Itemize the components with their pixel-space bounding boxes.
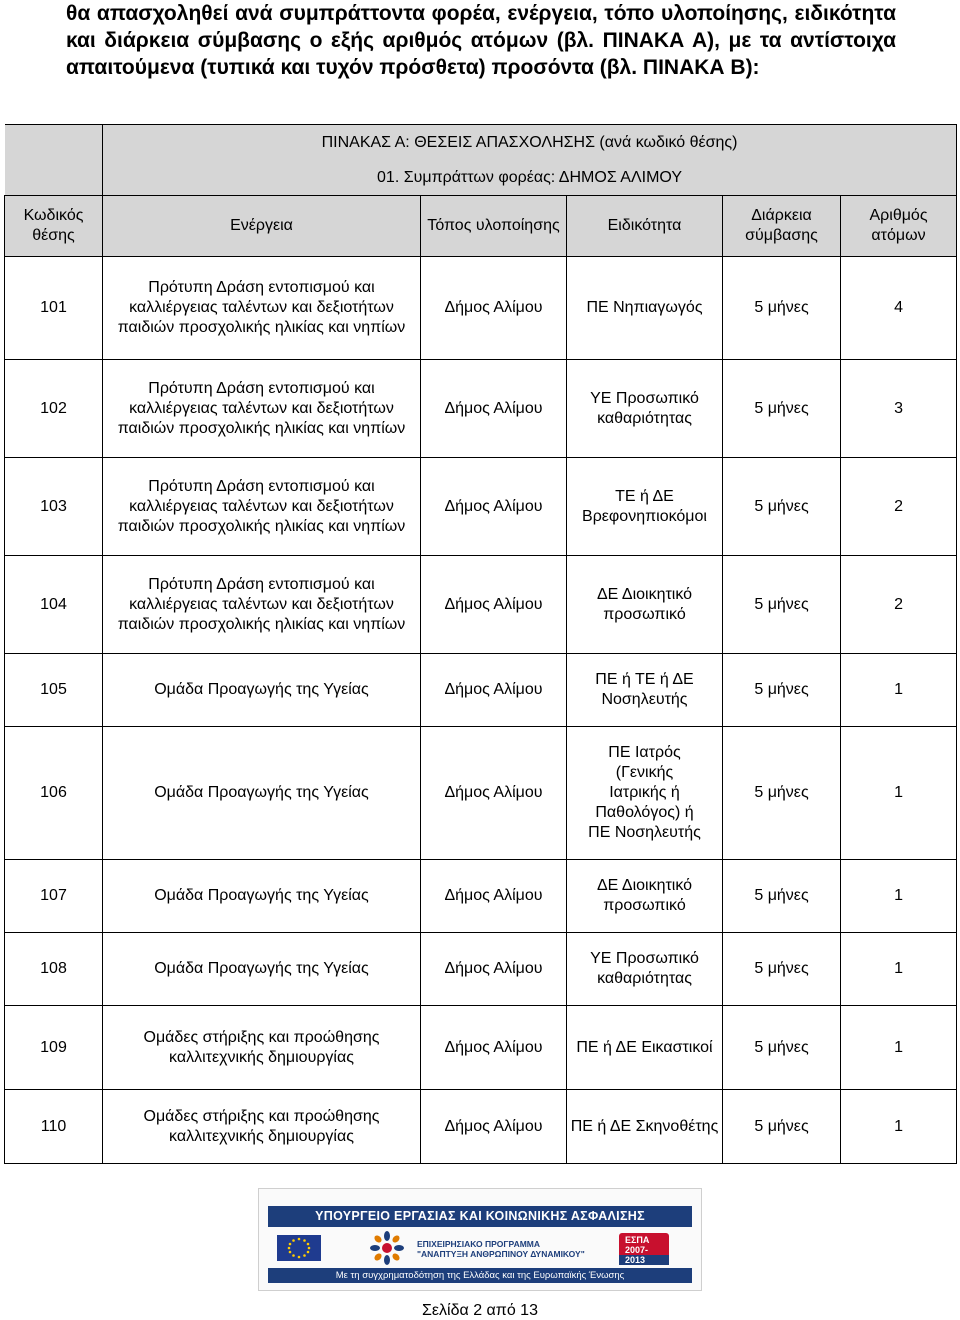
- cell-count: 1: [841, 654, 957, 727]
- cell-code: 103: [5, 458, 103, 556]
- cell-action: Ομάδα Προαγωγής της Υγείας: [103, 933, 421, 1006]
- positions-table: [4, 124, 957, 1164]
- cell-duration: 5 μήνες: [723, 727, 841, 860]
- cell-specialty: ΥΕ Προσωπικό καθαριότητας: [567, 360, 723, 458]
- cell-specialty: ΤΕ ή ΔΕ Βρεφονηπιοκόμοι: [567, 458, 723, 556]
- cell-place: Δήμος Αλίμου: [421, 727, 567, 860]
- header-action: Ενέργεια: [103, 196, 421, 257]
- table-row: [5, 1006, 957, 1090]
- header-code: Κωδικός θέσης: [5, 196, 103, 257]
- cell-action: Ομάδες στήριξης και προώθησης καλλιτεχνικής δημιουργίας: [103, 1006, 421, 1090]
- table-caption-row: [5, 125, 957, 162]
- table-row: [5, 360, 957, 458]
- cell-action: Πρότυπη Δράση εντοπισμού και καλλιέργειας ταλέντων και δεξιοτήτων παιδιών προσχολικής ηλικίας και νηπίων: [103, 556, 421, 654]
- cell-code: 110: [5, 1090, 103, 1164]
- cofinance-banner: Με τη συγχρηματοδότηση της Ελλάδας και της Ευρωπαϊκής Ένωσης: [268, 1268, 692, 1283]
- cell-place: Δήμος Αλίμου: [421, 556, 567, 654]
- table-row: [5, 257, 957, 360]
- column-header-row: [5, 196, 957, 257]
- cell-specialty: ΠΕ ή ΔΕ Εικαστικοί: [567, 1006, 723, 1090]
- table-row: [5, 654, 957, 727]
- cell-count: 1: [841, 727, 957, 860]
- table-title: ΠΙΝΑΚΑΣ Α: ΘΕΣΕΙΣ ΑΠΑΣΧΟΛΗΣΗΣ (ανά κωδικό θέσης): [103, 125, 957, 162]
- cell-action: Πρότυπη Δράση εντοπισμού και καλλιέργειας ταλέντων και δεξιοτήτων παιδιών προσχολικής ηλικίας και νηπίων: [103, 257, 421, 360]
- cell-count: 2: [841, 556, 957, 654]
- cell-specialty: ΠΕ ή ΤΕ ή ΔΕ Νοσηλευτής: [567, 654, 723, 727]
- partner-title: 01. Συμπράττων φορέας: ΔΗΜΟΣ ΑΛΙΜΟΥ: [103, 161, 957, 196]
- cell-specialty: ΥΕ Προσωπικό καθαριότητας: [567, 933, 723, 1006]
- partner-row: [5, 161, 957, 196]
- cell-code: 101: [5, 257, 103, 360]
- cell-specialty: ΠΕ ή ΔΕ Σκηνοθέτης: [567, 1090, 723, 1164]
- cell-count: 4: [841, 257, 957, 360]
- page-number: Σελίδα 2 από 13: [422, 1302, 538, 1319]
- cell-place: Δήμος Αλίμου: [421, 1090, 567, 1164]
- cell-code: 106: [5, 727, 103, 860]
- cell-place: Δήμος Αλίμου: [421, 933, 567, 1006]
- ministry-banner: ΥΠΟΥΡΓΕΙΟ ΕΡΓΑΣΙΑΣ ΚΑΙ ΚΟΙΝΩΝΙΚΗΣ ΑΣΦΑΛΙΣΗΣ: [268, 1206, 692, 1227]
- cell-place: Δήμος Αλίμου: [421, 860, 567, 933]
- cell-code: 108: [5, 933, 103, 1006]
- table-row: [5, 860, 957, 933]
- cell-count: 1: [841, 860, 957, 933]
- cell-count: 1: [841, 1090, 957, 1164]
- cell-action: Πρότυπη Δράση εντοπισμού και καλλιέργειας ταλέντων και δεξιοτήτων παιδιών προσχολικής ηλικίας και νηπίων: [103, 458, 421, 556]
- cell-duration: 5 μήνες: [723, 654, 841, 727]
- header-duration: Διάρκεια σύμβασης: [723, 196, 841, 257]
- cell-count: 3: [841, 360, 957, 458]
- cell-count: 1: [841, 1006, 957, 1090]
- cell-place: Δήμος Αλίμου: [421, 654, 567, 727]
- program-name: ΕΠΙΧΕΙΡΗΣΙΑΚΟ ΠΡΟΓΡΑΜΜΑ "ΑΝΑΠΤΥΞΗ ΑΝΘΡΩΠΙΝΟΥ ΔΥΝΑΜΙΚΟΥ": [417, 1239, 585, 1259]
- cell-specialty: ΔΕ Διοικητικό προσωπικό: [567, 860, 723, 933]
- cofinancing-logo: [258, 1188, 702, 1291]
- header-count: Αριθμός ατόμων: [841, 196, 957, 257]
- cell-code: 102: [5, 360, 103, 458]
- table-row: [5, 556, 957, 654]
- cell-code: 109: [5, 1006, 103, 1090]
- cell-specialty: ΔΕ Διοικητικό προσωπικό: [567, 556, 723, 654]
- cell-count: 1: [841, 933, 957, 1006]
- eu-flag-icon: [277, 1235, 321, 1261]
- cell-code: 104: [5, 556, 103, 654]
- cell-duration: 5 μήνες: [723, 360, 841, 458]
- table-row: [5, 1090, 957, 1164]
- cell-code: 107: [5, 860, 103, 933]
- cell-action: Ομάδα Προαγωγής της Υγείας: [103, 727, 421, 860]
- cell-duration: 5 μήνες: [723, 257, 841, 360]
- cell-duration: 5 μήνες: [723, 1006, 841, 1090]
- cell-action: Πρότυπη Δράση εντοπισμού και καλλιέργειας ταλέντων και δεξιοτήτων παιδιών προσχολικής ηλικίας και νηπίων: [103, 360, 421, 458]
- table-row: [5, 727, 957, 860]
- cell-duration: 5 μήνες: [723, 860, 841, 933]
- cell-duration: 5 μήνες: [723, 458, 841, 556]
- cell-specialty: ΠΕ Ιατρός (Γενικής Ιατρικής ή Παθολόγος) ή ΠΕ Νοσηλευτής: [567, 727, 723, 860]
- table-row: [5, 933, 957, 1006]
- espa-label: ΕΣΠΑ 2007-2013: [625, 1235, 650, 1265]
- cell-duration: 5 μήνες: [723, 1090, 841, 1164]
- cell-place: Δήμος Αλίμου: [421, 458, 567, 556]
- cell-place: Δήμος Αλίμου: [421, 360, 567, 458]
- cell-duration: 5 μήνες: [723, 556, 841, 654]
- program-emblem-icon: [367, 1230, 407, 1266]
- header-specialty: Ειδικότητα: [567, 196, 723, 257]
- intro-paragraph: θα απασχοληθεί ανά συμπράττοντα φορέα, ενέργεια, τόπο υλοποίησης, ειδικότητα και διάρκεια σύμβασης ο εξής αριθμός ατόμων (βλ. ΠΙΝΑΚΑ Α), με τα αντίστοιχα απαιτούμενα (τυπικά και τυχόν πρόσθετα) προσόντα (βλ. ΠΙΝΑΚΑ Β):: [66, 2, 896, 79]
- cell-action: Ομάδες στήριξης και προώθησης καλλιτεχνικής δημιουργίας: [103, 1090, 421, 1164]
- cell-duration: 5 μήνες: [723, 933, 841, 1006]
- cell-place: Δήμος Αλίμου: [421, 1006, 567, 1090]
- cell-specialty: ΠΕ Νηπιαγωγός: [567, 257, 723, 360]
- cell-place: Δήμος Αλίμου: [421, 257, 567, 360]
- cell-code: 105: [5, 654, 103, 727]
- table-row: [5, 458, 957, 556]
- cell-action: Ομάδα Προαγωγής της Υγείας: [103, 654, 421, 727]
- header-place: Τόπος υλοποίησης: [421, 196, 567, 257]
- cell-count: 2: [841, 458, 957, 556]
- cell-action: Ομάδα Προαγωγής της Υγείας: [103, 860, 421, 933]
